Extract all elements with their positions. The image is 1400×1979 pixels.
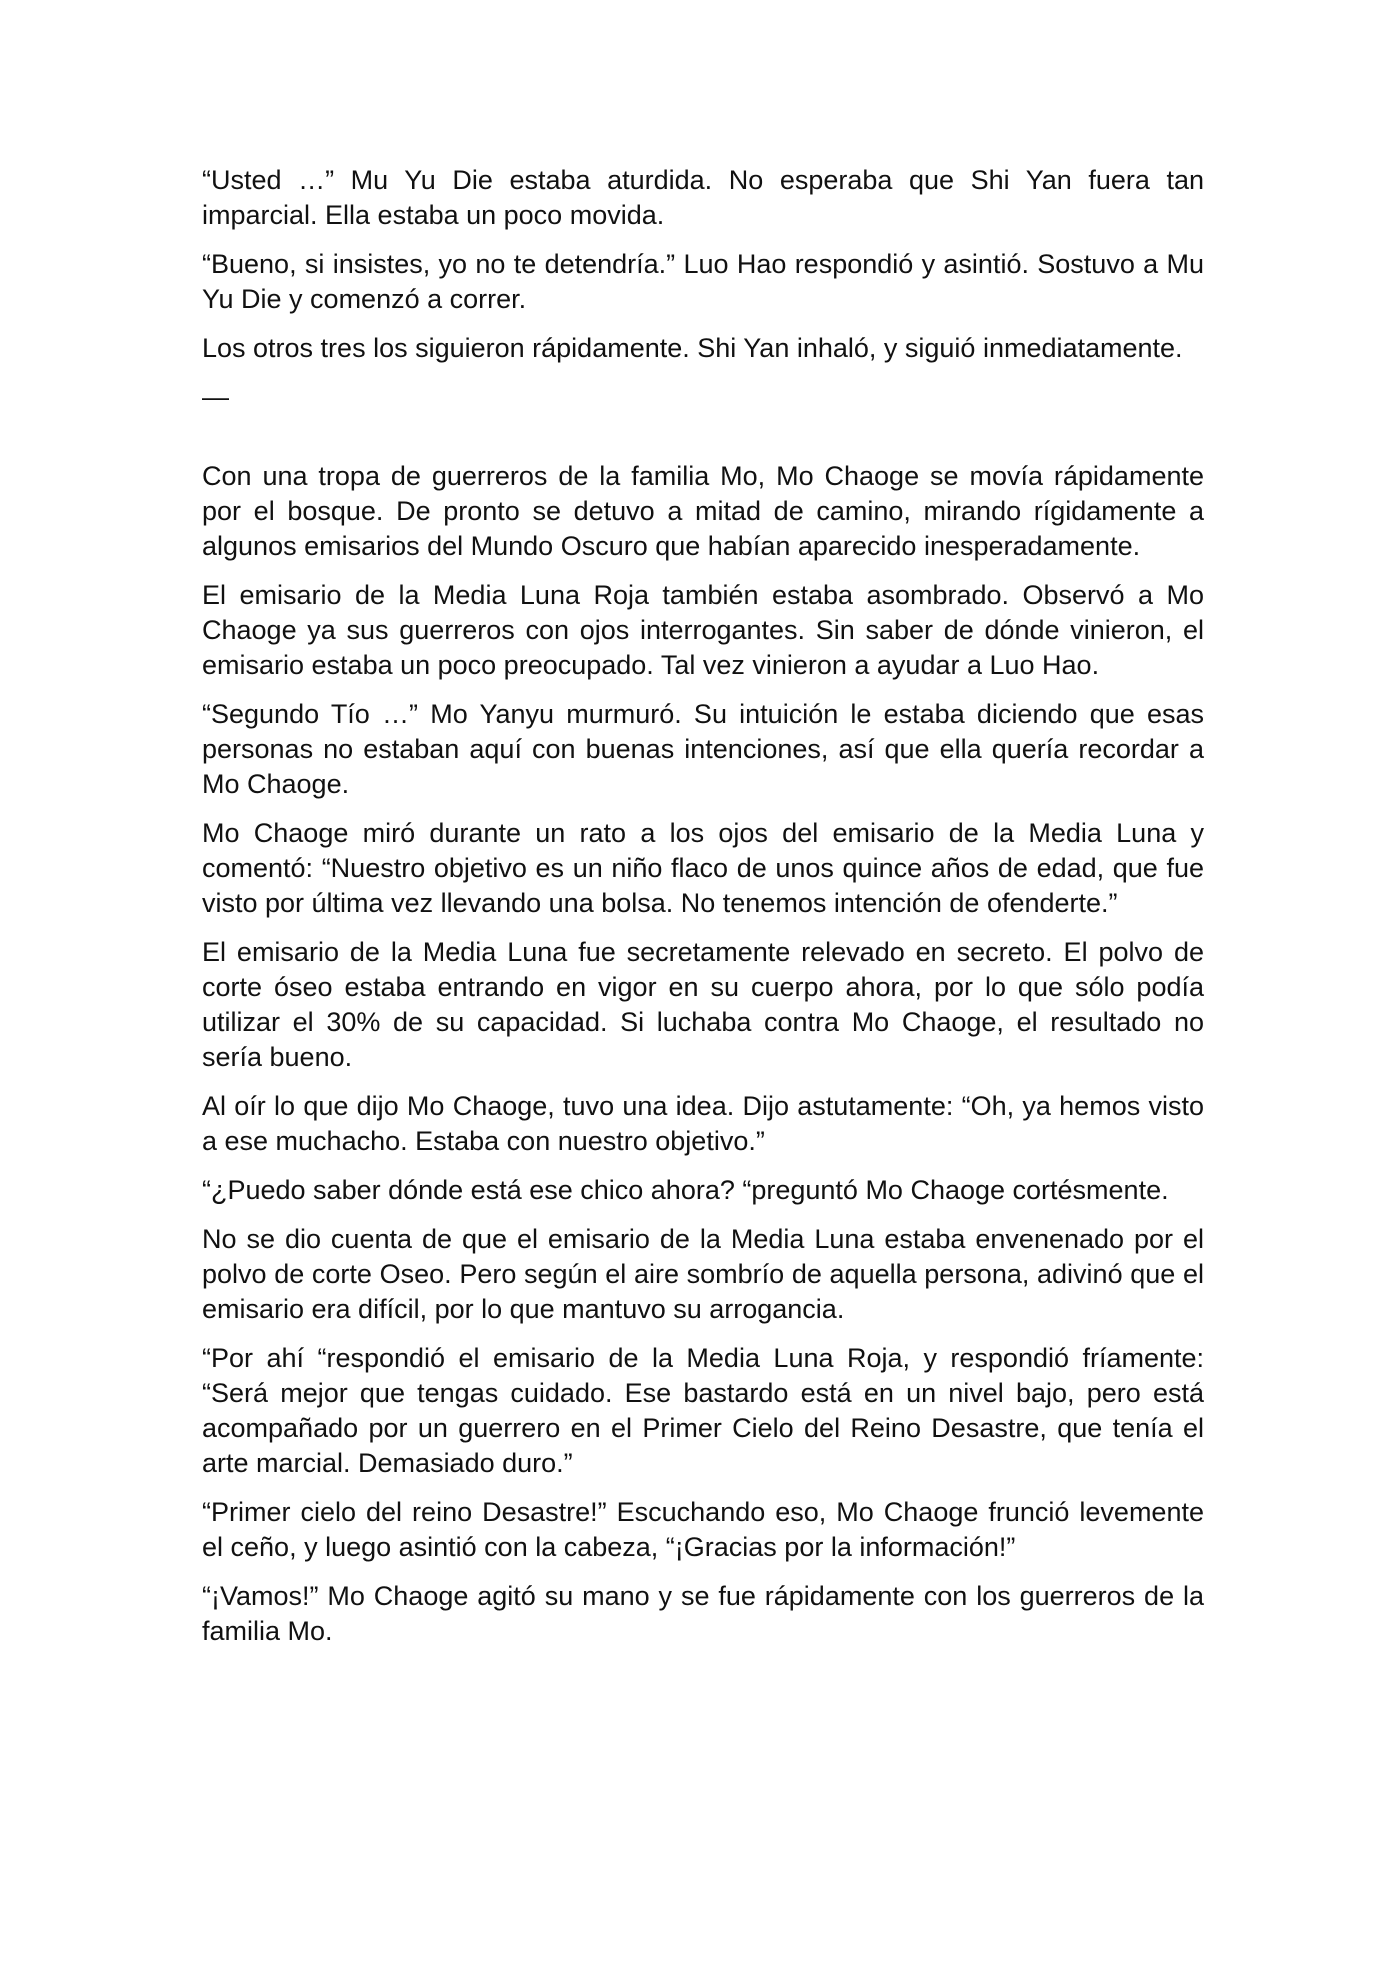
section-separator: — <box>202 382 229 412</box>
paragraph-8: El emisario de la Media Luna fue secretamente relevado en secreto. El polvo de corte óseo estaba entrando en vigor en su cuerpo ahora, por lo que sólo podía utilizar el 30% de su capacidad. Si luchaba contra Mo Chaoge, el resultado no sería bueno. <box>202 937 1204 1072</box>
paragraph-11: No se dio cuenta de que el emisario de la Media Luna estaba envenenado por el polvo de corte Oseo. Pero según el aire sombrío de aquella persona, adivinó que el emisario era difícil, por lo que mantuvo su arrogancia. <box>202 1224 1204 1324</box>
paragraph-9: Al oír lo que dijo Mo Chaoge, tuvo una idea. Dijo astutamente: “Oh, ya hemos visto a ese muchacho. Estaba con nuestro objetivo.” <box>202 1091 1204 1156</box>
paragraph-1: “Usted …” Mu Yu Die estaba aturdida. No esperaba que Shi Yan fuera tan imparcial. Ella estaba un poco movida. <box>202 165 1204 230</box>
paragraph-4: Con una tropa de guerreros de la familia Mo, Mo Chaoge se movía rápidamente por el bosque. De pronto se detuvo a mitad de camino, mirando rígidamente a algunos emisarios del Mundo Oscuro que habían aparecido inesperadamente. <box>202 461 1204 561</box>
paragraph-6: “Segundo Tío …” Mo Yanyu murmuró. Su intuición le estaba diciendo que esas personas no estaban aquí con buenas intenciones, así que ella quería recordar a Mo Chaoge. <box>202 699 1204 799</box>
paragraph-13: “Primer cielo del reino Desastre!” Escuchando eso, Mo Chaoge frunció levemente el ceño, y luego asintió con la cabeza, “¡Gracias por la información!” <box>202 1497 1204 1562</box>
paragraph-10: “¿Puedo saber dónde está ese chico ahora? “preguntó Mo Chaoge cortésmente. <box>202 1175 1169 1205</box>
paragraph-2: “Bueno, si insistes, yo no te detendría.” Luo Hao respondió y asintió. Sostuvo a Mu Yu Die y comenzó a correr. <box>202 249 1204 314</box>
paragraph-7: Mo Chaoge miró durante un rato a los ojos del emisario de la Media Luna y comentó: “Nuestro objetivo es un niño flaco de unos quince años de edad, que fue visto por última vez llevando una bolsa. No tenemos intención de ofenderte.” <box>202 818 1204 918</box>
paragraph-5: El emisario de la Media Luna Roja también estaba asombrado. Observó a Mo Chaoge ya sus guerreros con ojos interrogantes. Sin saber de dónde vinieron, el emisario estaba un poco preocupado. Tal vez vinieron a ayudar a Luo Hao. <box>202 580 1204 680</box>
paragraph-3: Los otros tres los siguieron rápidamente. Shi Yan inhaló, y siguió inmediatamente. <box>202 333 1183 363</box>
document-body <box>202 163 1204 1663</box>
paragraph-14: “¡Vamos!” Mo Chaoge agitó su mano y se fue rápidamente con los guerreros de la familia Mo. <box>202 1581 1204 1646</box>
paragraph-12: “Por ahí “respondió el emisario de la Media Luna Roja, y respondió fríamente: “Será mejor que tengas cuidado. Ese bastardo está en un nivel bajo, pero está acompañado por un guerrero en el Primer Cielo del Reino Desastre, que tenía el arte marcial. Demasiado duro.” <box>202 1343 1204 1478</box>
